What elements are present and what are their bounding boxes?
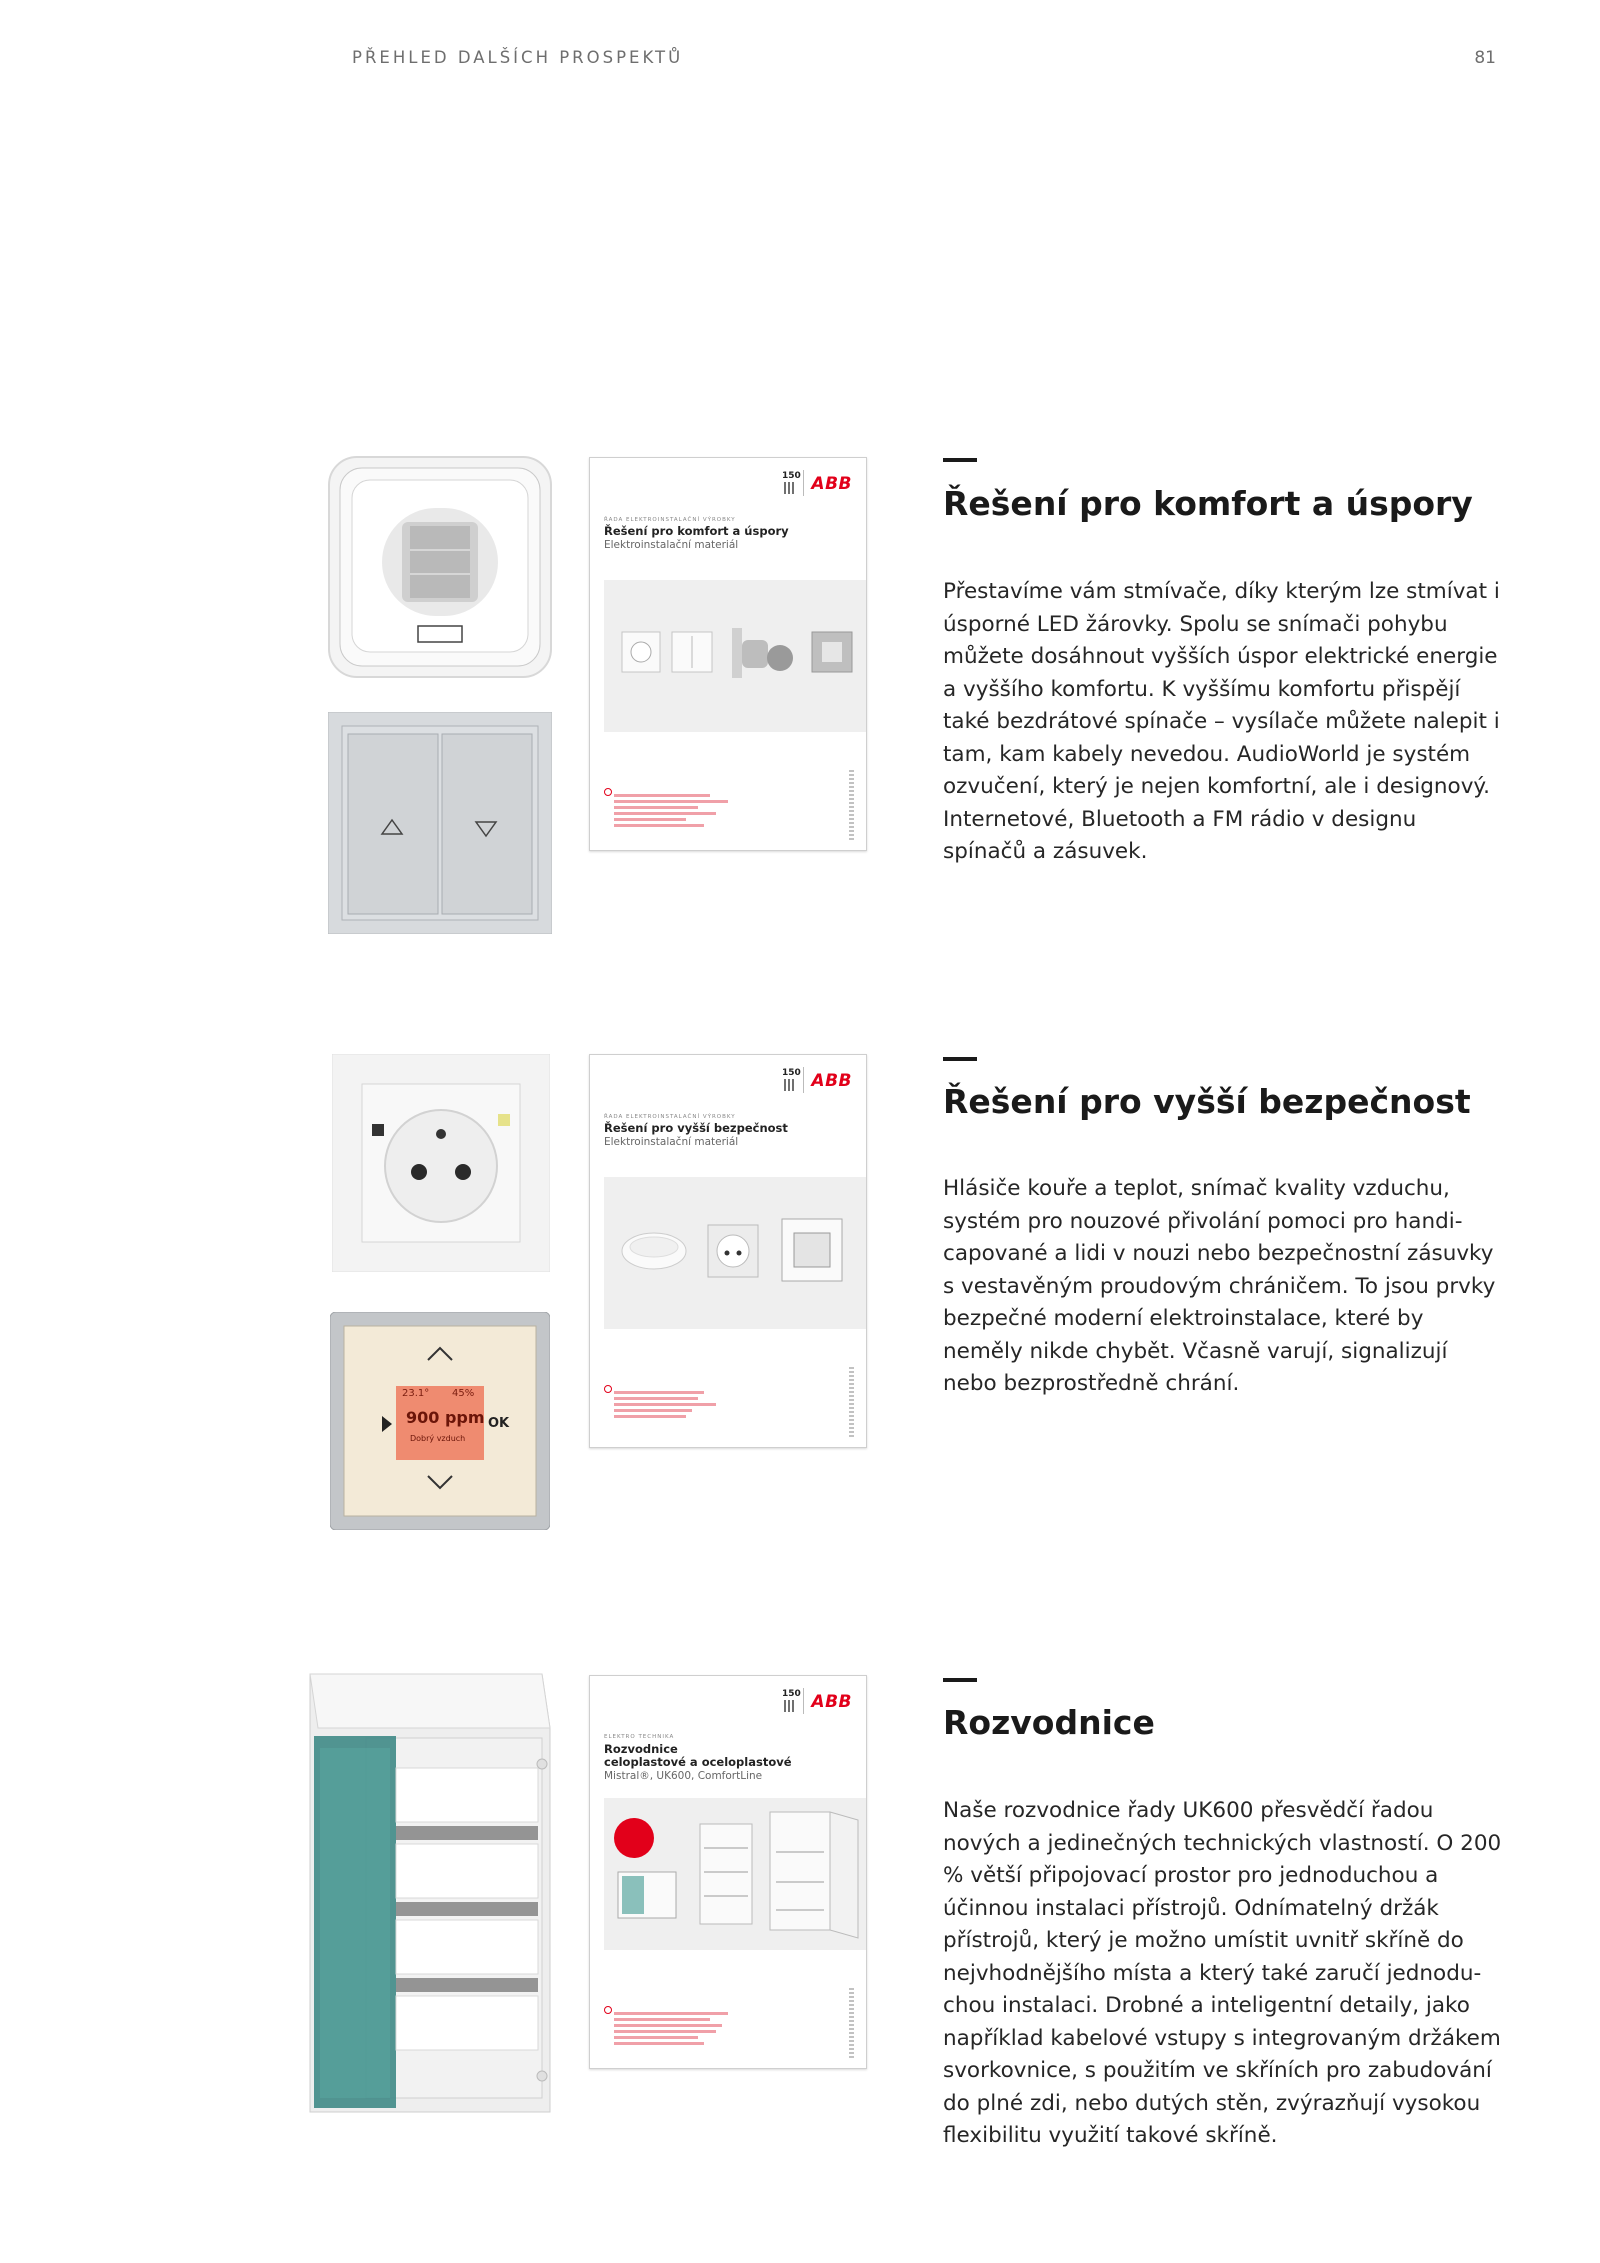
brochure-comfort[interactable] [589,457,867,851]
page-number: 81 [1474,48,1496,68]
section-paragraph: Naše rozvodnice řady UK600 přesvědčí řadou nových a jedinečných technických vlastností. O 200 % větší připojovací prostor pro jednoduchou a účinnou instalaci přístrojů. Odnímatelný držák přístrojů, který je možno umístit uvnitř skříně do nejvhodnějšího místa a který také zaručí jednoduchou instalaci. Drobné a inteligentní detaily, jako například kabelové vstupy s integrovaným držákem svorkovnice, s použitím ve skříních pro zabudování do plné zdi, nebo dutých stěn, zvýrazňují vysokou flexibilitu využití takové skříně. [943,1798,1502,2148]
display-right-value: 45% [452,1388,475,1399]
section-rule [943,458,977,462]
motion-sensor-image [328,456,552,678]
brochure-product-photo [604,580,866,732]
brochure-spine-text [849,1988,854,2058]
section-paragraph: Přestavíme vám stmívače, díky kterým lze stmívat i úsporné LED žárovky. Spolu se snímači pohybu můžete dosáhnout vyšších úspor elektrické energie a vyššího komfortu. K vyššímu komfortu přispějí také bezdrátové spínače – vysílače můžete nalepit i tam, kam kabely nevedou. AudioWorld je systém ozvučení, který je nejen komfortní, ale i designový. Internetové, Bluetooth a FM rádio v designu spínačů a zásuvek. [943,579,1500,864]
section-title: Řešení pro vyšší bezpečnost [943,1082,1471,1121]
anniversary-badge: 150 [782,471,801,481]
logo-divider [803,1688,804,1714]
section-title: Řešení pro komfort a úspory [943,484,1473,523]
abb-logo: ABB [811,474,852,494]
section-title: Rozvodnice [943,1703,1155,1742]
brochure-title: Řešení pro komfort a úspory [604,524,789,538]
brochure-kicker: ŘADA ELEKTROINSTALAČNÍ VÝROBKY [604,517,736,523]
brochure-spine-text [849,770,854,840]
brochure-marker-icon [604,2006,612,2014]
section-body [943,1173,1503,1401]
brochure-product-photo [604,1798,866,1950]
product-lineup-image [604,1177,866,1329]
section-rule [943,1057,977,1061]
brochure-kicker: ELEKTRO TECHNIKA [604,1734,675,1740]
display-left-value: 23.1° [402,1388,430,1399]
brochure-marker-icon [604,788,612,796]
brochure-safety[interactable] [589,1054,867,1448]
logo-divider [803,470,804,496]
brochure-title-line1: Rozvodnice [604,1742,678,1756]
qr-code-icon [784,1700,796,1712]
qr-code-icon [784,482,796,494]
display-status: Dobrý vzduch [410,1434,466,1443]
brochure-bullets [614,1391,734,1421]
product-lineup-image [604,580,866,732]
brochure-subtitle: Mistral®, UK600, ComfortLine [604,1770,763,1782]
brochure-subtitle: Elektroinstalační materiál [604,539,739,551]
blind-switch-image [328,712,552,934]
section-rule [943,1678,977,1682]
brochure-product-photo [604,1177,866,1329]
ok-label: OK [488,1416,510,1431]
brochure-bullets [614,2012,734,2048]
brochure-spine-text [849,1367,854,1437]
product-lineup-image [604,1798,866,1950]
safety-socket-image [332,1054,550,1272]
anniversary-badge: 150 [782,1068,801,1078]
qr-code-icon [784,1079,796,1091]
anniversary-badge: 150 [782,1689,801,1699]
abb-logo: ABB [811,1692,852,1712]
brochure-title: Řešení pro vyšší bezpečnost [604,1121,788,1135]
abb-logo: ABB [811,1071,852,1091]
section-paragraph: Hlásiče kouře a teplot, snímač kvality vzduchu, systém pro nouzové přivolání pomoci pro handicapované a lidi v nouzi nebo bezpečnostní zásuvky s vestavěným proudovým chráničem. To jsou prvky bezpečné moderní elektroinstalace, které by neměly nikde chybět. Včasně varují, signalizují nebo bezprostředně chrání. [943,1176,1496,1396]
running-header: PŘEHLED DALŠÍCH PROSPEKTŮ [352,48,684,67]
brochure-title-line2: celoplastové a oceloplastové [604,1755,792,1769]
distribution-cabinet-image [306,1668,554,2116]
air-quality-sensor [330,1312,550,1530]
brochure-bullets [614,794,734,830]
brochure-distribution-boards[interactable] [589,1675,867,2069]
brochure-kicker: ŘADA ELEKTROINSTALAČNÍ VÝROBKY [604,1114,736,1120]
display-main-value: 900 ppm [406,1408,485,1427]
logo-divider [803,1067,804,1093]
section-body [943,1795,1503,2153]
brochure-marker-icon [604,1385,612,1393]
section-body [943,576,1503,869]
brochure-subtitle: Elektroinstalační materiál [604,1136,739,1148]
